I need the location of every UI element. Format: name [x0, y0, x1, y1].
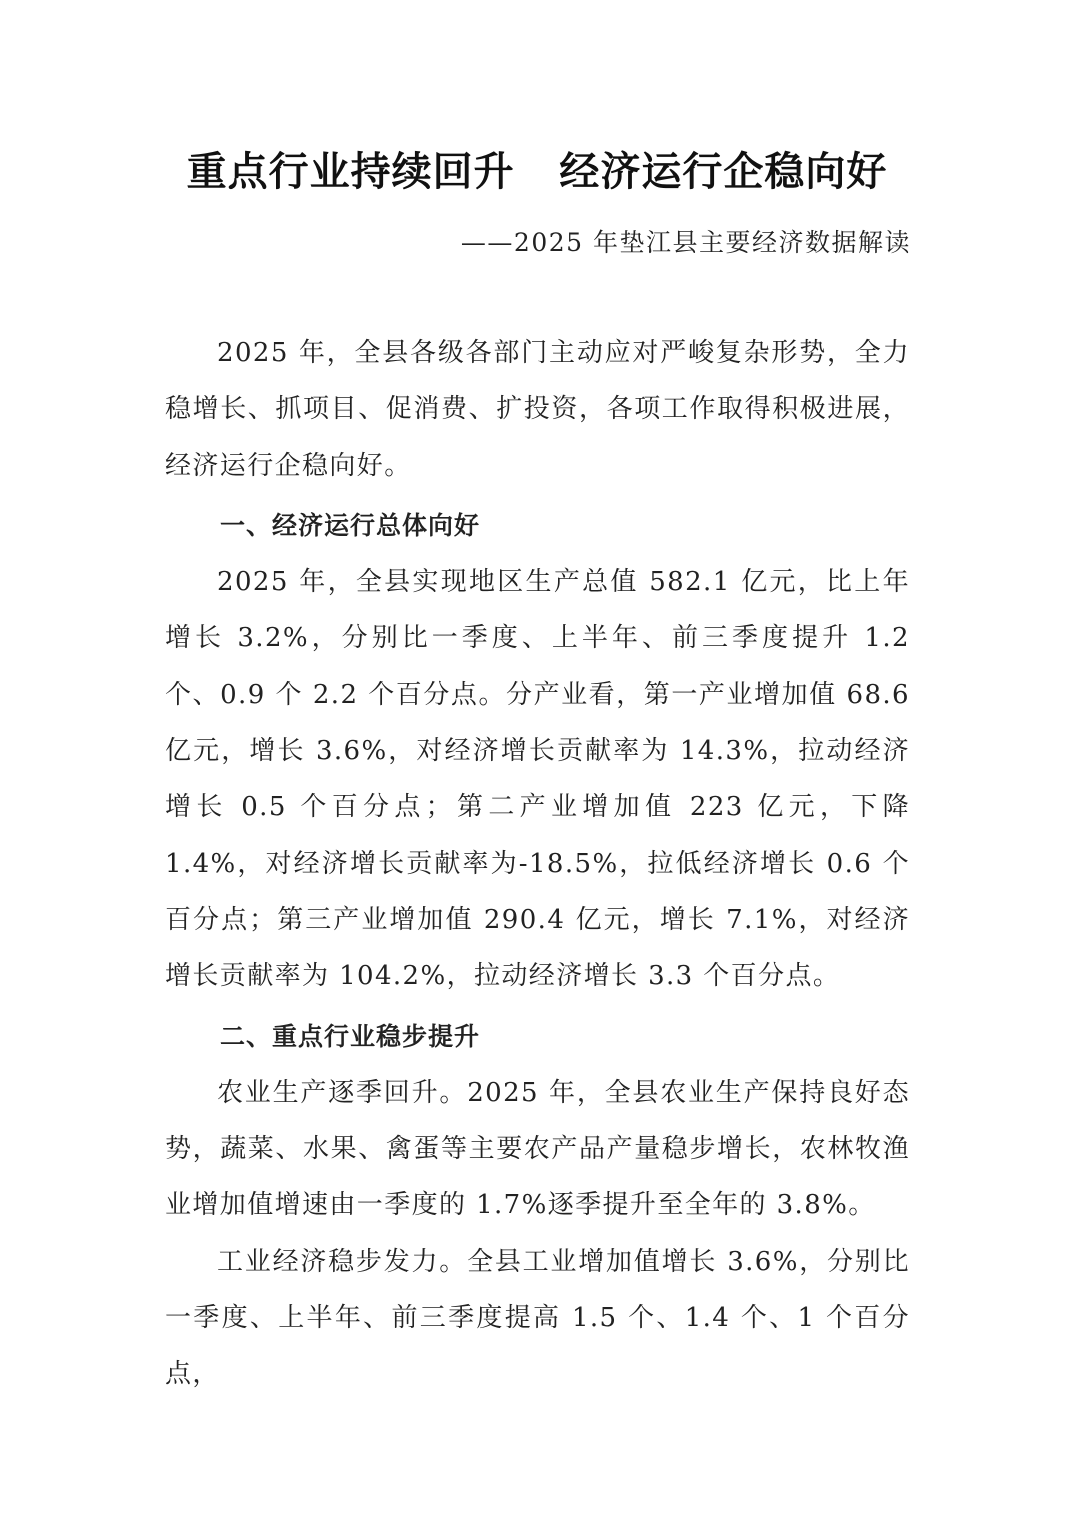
industry-paragraph [165, 1234, 910, 1403]
agriculture-paragraph [165, 1065, 910, 1234]
section-1-paragraph: 2025 年，全县实现地区生产总值 582.1 亿元，比上年增长 3.2%，分别比一季度、上半年、前三季度提升 1.2 个、0.9 个 2.2 个百分点。分产业看，第一产业增加值 68.6 亿元，增长 3.6%，对经济增长贡献率为 14.3%，拉动经济增长 0.5 个百分点；第二产业增加值 223 亿元，下降 1.4%，对经济增长贡献率为-18.5%，拉低经济增长 0.6 个百分点；第三产业增加值 290.4 亿元，增长 7.1%，对经济增长贡献率为 104.2%，拉动经济增长 3.3 个百分点。 [165, 567, 910, 992]
document-body [165, 325, 910, 1403]
section-heading-1: 一、经济运行总体向好 [220, 510, 481, 540]
agriculture-lead: 农业生产逐季回升。 [217, 1077, 468, 1108]
agriculture-text: 2025 年，全县农业生产保持良好态势，蔬菜、水果、禽蛋等主要农产品产量稳步增长，农林牧渔业增加值增速由一季度的 1.7%逐季提升至全年的 3.8%。 [165, 1077, 910, 1221]
industry-text: 全县工业增加值增长 3.6%，分别比一季度、上半年、前三季度提高 1.5 个、1.4 个、1 个百分点， [165, 1246, 910, 1390]
intro-paragraph: 2025 年，全县各级各部门主动应对严峻复杂形势，全力稳增长、抓项目、促消费、扩投资，各项工作取得积极进展，经济运行企稳向好。 [165, 338, 910, 481]
industry-lead: 工业经济稳步发力。 [217, 1246, 468, 1277]
document-title: 重点行业持续回升 经济运行企稳向好 [186, 148, 888, 195]
section-heading-2: 二、重点行业稳步提升 [220, 1021, 481, 1051]
document-subtitle: ——2025 年垫江县主要经济数据解读 [460, 228, 911, 257]
